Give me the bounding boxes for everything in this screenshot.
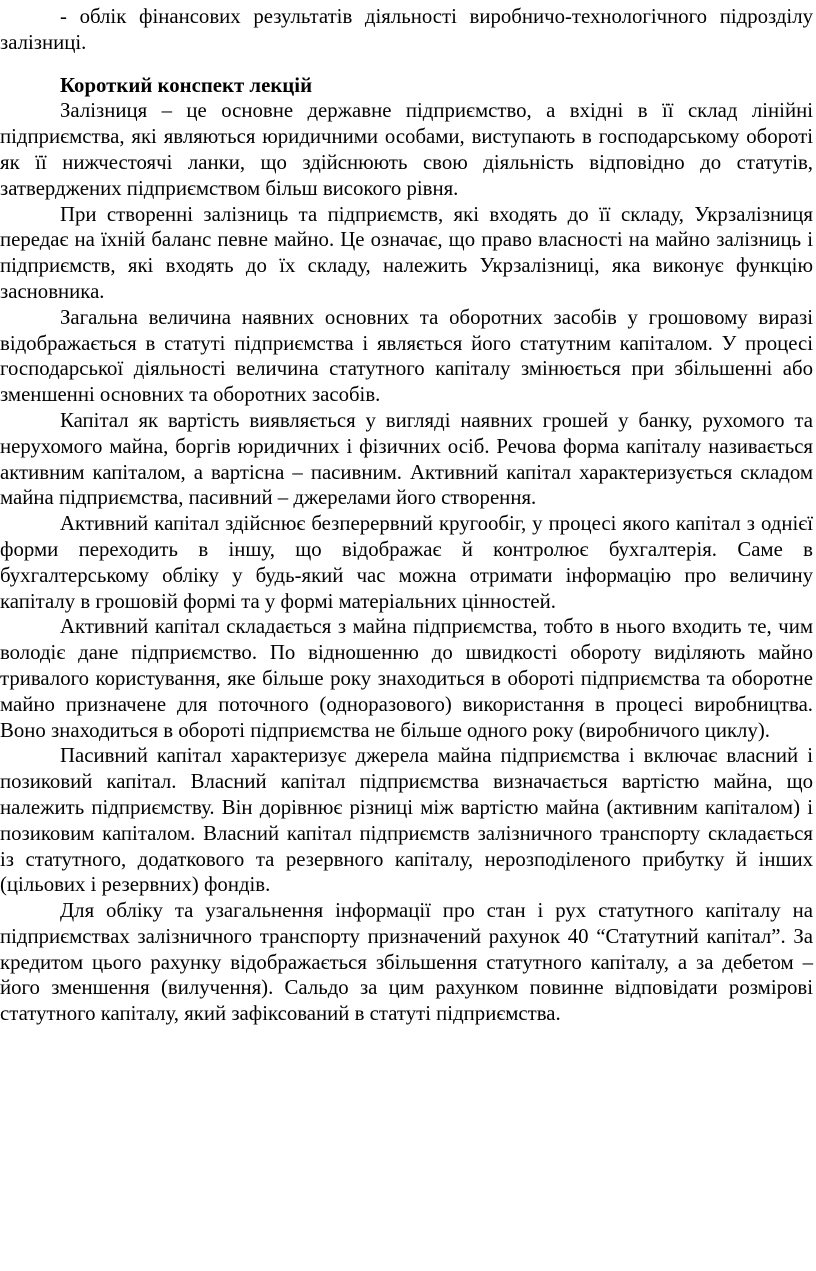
section-heading: Короткий конспект лекцій <box>60 73 313 97</box>
paragraph-2: При створенні залізниць та підприємств, які входять до її складу, Укрзалізниця передає на їхній баланс певне майно. Це означає, що право власності на майно залізниць і підприємств, які входять до їх складу, належить Укрзалізниці, яка виконує функцію засновника. <box>0 202 813 303</box>
paragraph-6: Активний капітал складається з майна підприємства, тобто в нього входить те, чим володіє дане підприємство. По відношенню до швидкості обороту виділяють майно тривалого користування, яке більше року знаходиться в обороті підприємства та оборотне майно призначене для поточного (одноразового) використання в процесі виробництва. Воно знаходиться в обороті підприємства не більше одного року (виробничого циклу). <box>0 615 813 742</box>
paragraph-4: Капітал як вартість виявляється у вигляді наявних грошей у банку, рухомого та нерухомого майна, боргів юридичних і фізичних осіб. Речова форма капіталу називається активним капіталом, а вартісна – пасивним. Активний капітал характеризується складом майна підприємства, пасивний – джерелами його створення. <box>0 408 813 510</box>
paragraph-3: Загальна величина наявних основних та оборотних засобів у грошовому виразі відображається в статуті підприємства і являється його статутним капіталом. У процесі господарської діяльності величина статутного капіталу змінюється при збільшенні або зменшенні основних та оборотних засобів. <box>0 305 813 407</box>
paragraph-8: Для обліку та узагальнення інформації про стан і рух статутного капіталу на підприємствах залізничного транспорту призначений рахунок 40 “Статутний капітал”. За кредитом цього рахунку відображається збільшення статутного капіталу, а за дебетом – його зменшення (вилучення). Сальдо за цим рахунком повинне відповідати розмірові статутного капіталу, який зафіксований в статуті підприємства. <box>0 899 813 1026</box>
intro-line: - облік фінансових результатів діяльності виробничо-технологічного підрозділу залізниці. <box>0 5 813 54</box>
paragraph-7: Пасивний капітал характеризує джерела майна підприємства і включає власний і позиковий капітал. Власний капітал підприємства визначається вартістю майна, що належить підприємству. Він дорівнює різниці між вартістю майна (активним капіталом) і позиковим капіталом. Власний капітал підприємств залізничного транспорту складається із статутного, додаткового та резервного капіталу, нерозподіленого прибутку й інших (цільових і резервних) фондів. <box>0 744 813 897</box>
paragraph-5: Активний капітал здійснює безперервний кругообіг, у процесі якого капітал з однієї форми переходить в іншу, що відображає й контролює бухгалтерія. Саме в бухгалтерському обліку у будь-який час можна отримати інформацію про величину капіталу в грошовій формі та у формі матеріальних цінностей. <box>0 512 813 613</box>
paragraph-1: Залізниця – це основне державне підприємство, а вхідні в її склад лінійні підприємства, які являються юридичними особами, виступають в господарському обороті як її нижчестоячі ланки, що здійснюють свою діяльність відповідно до статутів, затверджених підприємством більш високого рівня. <box>0 99 813 200</box>
